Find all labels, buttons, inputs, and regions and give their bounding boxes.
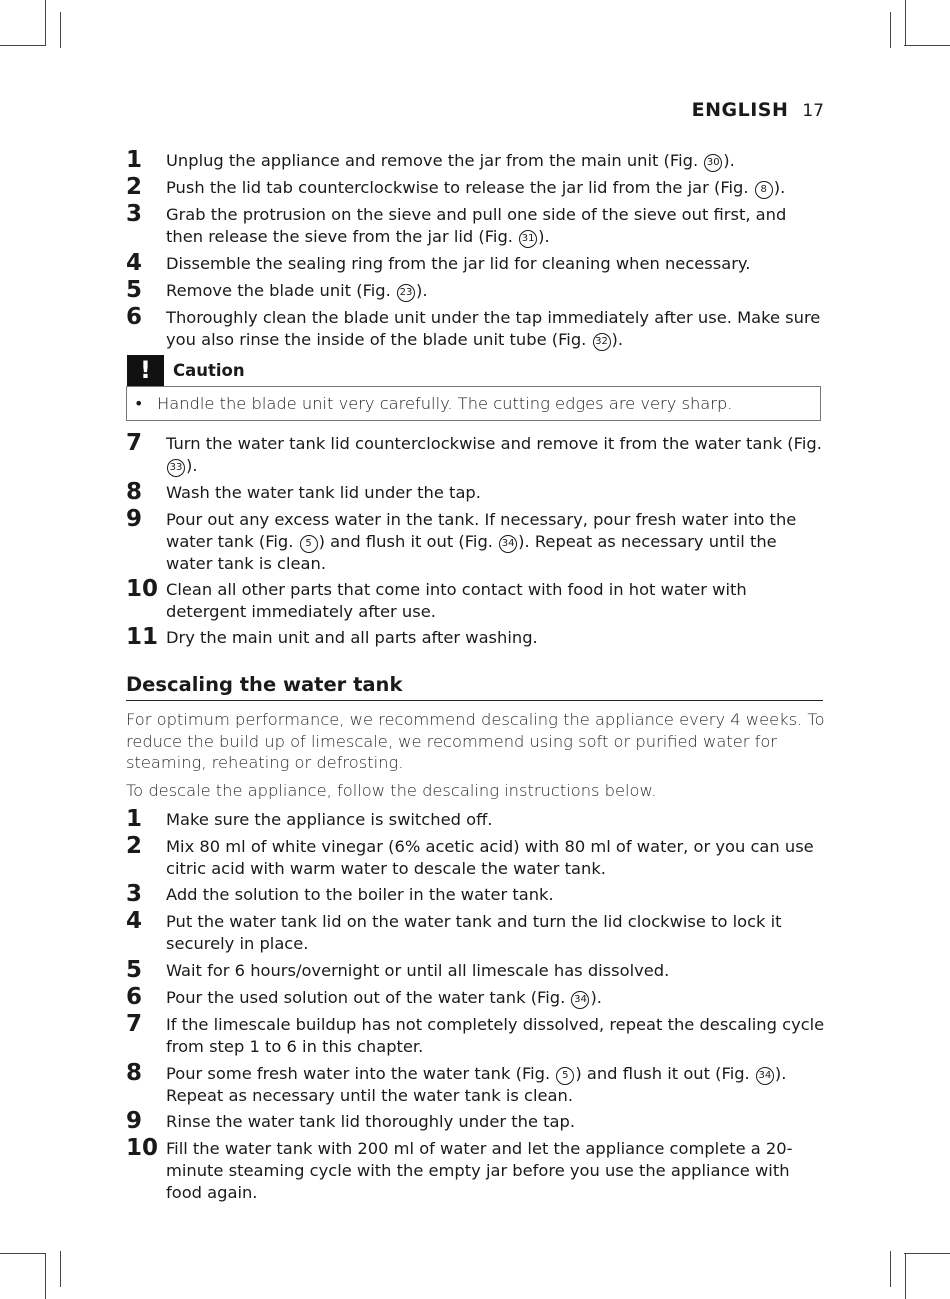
step-text-segment: Pour some fresh water into the water tank (Fig. (166, 1064, 556, 1083)
step-item (126, 149, 826, 172)
step-text-segment: ) and flush it out (Fig. (575, 1064, 755, 1083)
step-item (126, 1110, 826, 1133)
step-text-segment: Clean all other parts that come into contact with food in hot water with detergent immediately after use. (166, 580, 747, 621)
step-text (166, 579, 826, 623)
step-number: 4 (126, 908, 143, 934)
step-text-segment: ). (773, 178, 786, 197)
step-number: 9 (126, 506, 143, 532)
step-text-segment: Rinse the water tank lid thoroughly under the tap. (166, 1112, 576, 1131)
step-text (166, 884, 554, 906)
step-number: 3 (126, 201, 143, 227)
step-number: 10 (126, 576, 159, 602)
step-text (166, 177, 785, 199)
figure-reference: 34 (499, 535, 517, 553)
page-header (692, 99, 824, 121)
step-item (126, 481, 826, 504)
step-text-segment: ). (186, 456, 198, 475)
step-text-segment: ) and flush it out (Fig. (318, 532, 499, 551)
step-text (166, 433, 826, 477)
step-number: 5 (126, 277, 143, 303)
step-number: 6 (126, 984, 143, 1010)
step-item (126, 959, 826, 982)
step-text (166, 627, 538, 649)
step-text-segment: Push the lid tab counterclockwise to release the jar lid from the jar (Fig. (166, 178, 754, 197)
step-item (126, 279, 826, 302)
crop-mark (890, 1251, 891, 1287)
figure-reference: 34 (756, 1067, 774, 1085)
step-item (126, 1137, 826, 1204)
step-text-segment: Mix 80 ml of white vinegar (6% acetic acid) with 80 ml of water, or you can use citric acid with warm water to descale the water tank. (166, 837, 814, 878)
step-text (166, 960, 669, 982)
crop-mark (904, 45, 950, 46)
step-text-segment: If the limescale buildup has not completely dissolved, repeat the descaling cycle from step 1 to 6 in this chapter. (166, 1015, 825, 1056)
step-number: 1 (126, 806, 143, 832)
step-text (166, 836, 826, 880)
instructions-paragraph: To descale the appliance, follow the descaling instructions below. (126, 781, 657, 800)
step-item (126, 910, 826, 955)
step-number: 8 (126, 1060, 143, 1086)
step-text (166, 204, 826, 248)
step-text-segment: Wait for 6 hours/overnight or until all limescale has dissolved. (166, 961, 670, 980)
step-item (126, 306, 826, 351)
crop-mark (904, 1253, 950, 1254)
step-number: 9 (126, 1108, 143, 1134)
step-text-segment: Turn the water tank lid counterclockwise and remove it from the water tank (Fig. (166, 434, 822, 453)
figure-reference: 32 (593, 333, 611, 351)
step-text-segment: Grab the protrusion on the sieve and pull one side of the sieve out first, and then release the sieve from the jar lid (Fig. (166, 205, 787, 246)
step-item (126, 626, 826, 649)
step-item (126, 1013, 826, 1058)
crop-mark (890, 12, 891, 48)
step-item (126, 176, 826, 199)
figure-reference: 23 (397, 284, 415, 302)
step-text (166, 1014, 826, 1058)
section-title: Descaling the water tank (126, 673, 823, 701)
language-label: ENGLISH (691, 99, 789, 121)
step-text-segment: ). Repeat as necessary until the water tank is clean. (166, 1064, 787, 1105)
step-number: 10 (126, 1135, 159, 1161)
figure-reference: 5 (556, 1067, 574, 1085)
step-item (126, 808, 826, 831)
step-text (166, 253, 750, 275)
step-text (166, 307, 826, 351)
figure-reference: 5 (300, 535, 318, 553)
step-number: 2 (126, 174, 143, 200)
step-text-segment: Dissemble the sealing ring from the jar lid for cleaning when necessary. (166, 254, 751, 273)
caution-text: Handle the blade unit very carefully. The cutting edges are very sharp. (157, 394, 733, 413)
step-text-segment: Add the solution to the boiler in the water tank. (166, 885, 554, 904)
step-number: 8 (126, 479, 143, 505)
crop-mark (905, 0, 906, 45)
step-item (126, 252, 826, 275)
step-text (166, 809, 492, 831)
figure-reference: 31 (519, 230, 537, 248)
step-item (126, 986, 826, 1009)
figure-reference: 33 (167, 459, 185, 477)
warning-icon: ! (127, 355, 164, 386)
step-item (126, 432, 826, 477)
figure-reference: 8 (755, 181, 773, 199)
step-number: 1 (126, 147, 143, 173)
step-text-segment: ). (415, 281, 428, 300)
step-number: 7 (126, 1011, 143, 1037)
step-text (166, 150, 735, 172)
step-text-segment: Fill the water tank with 200 ml of water and let the appliance complete a 20-minute steaming cycle with the empty jar before you use the appliance with food again. (166, 1139, 793, 1202)
step-text-segment: Pour out any excess water in the tank. If necessary, pour fresh water into the water tank (Fig. (166, 510, 797, 551)
crop-mark (0, 45, 46, 46)
step-item (126, 835, 826, 880)
step-text-segment: Dry the main unit and all parts after washing. (166, 628, 538, 647)
step-text-segment: Wash the water tank lid under the tap. (166, 483, 481, 502)
figure-reference: 34 (571, 991, 589, 1009)
step-text-segment: Thoroughly clean the blade unit under the tap immediately after use. Make sure you also rinse the inside of the blade unit tube (Fig. (166, 308, 821, 349)
step-number: 5 (126, 957, 143, 983)
step-number: 4 (126, 250, 143, 276)
step-text (166, 280, 428, 302)
step-text-segment: Remove the blade unit (Fig. (166, 281, 396, 300)
step-number: 3 (126, 881, 143, 907)
step-text (166, 1063, 826, 1107)
step-number: 7 (126, 430, 143, 456)
step-item (126, 1062, 826, 1107)
crop-mark (905, 1254, 906, 1299)
step-text-segment: ). (538, 227, 550, 246)
caution-box (126, 386, 821, 421)
page-number: 17 (802, 101, 824, 121)
caution-title: Caution (173, 361, 245, 380)
step-number: 2 (126, 833, 143, 859)
bullet-icon: • (134, 394, 144, 413)
intro-paragraph: For optimum performance, we recommend descaling the appliance every 4 weeks. To reduce the build up of limescale, we recommend using soft or purified water for steaming, reheating or defrosting. (126, 710, 825, 772)
step-item (126, 508, 826, 575)
step-text (166, 911, 826, 955)
crop-mark (60, 12, 61, 48)
crop-mark (45, 0, 46, 45)
step-text-segment: Pour the used solution out of the water tank (Fig. (166, 988, 571, 1007)
step-text-segment: Put the water tank lid on the water tank and turn the lid clockwise to lock it securely in place. (166, 912, 782, 953)
step-text-segment: ). (723, 151, 735, 170)
step-text-segment: ). Repeat as necessary until the water tank is clean. (166, 532, 777, 573)
step-item (126, 883, 826, 906)
caution-header (127, 355, 245, 386)
figure-reference: 30 (704, 154, 722, 172)
step-text (166, 509, 826, 575)
crop-mark (0, 1253, 46, 1254)
crop-mark (60, 1251, 61, 1287)
crop-mark (45, 1254, 46, 1299)
step-text (166, 482, 481, 504)
step-item (126, 203, 826, 248)
step-text-segment: Unplug the appliance and remove the jar from the main unit (Fig. (166, 151, 704, 170)
step-text (166, 1138, 826, 1204)
step-text-segment: ). (590, 988, 602, 1007)
step-text (166, 1111, 575, 1133)
step-number: 6 (126, 304, 143, 330)
step-item (126, 578, 826, 623)
step-text-segment: ). (611, 330, 624, 349)
step-text (166, 987, 602, 1009)
step-text-segment: Make sure the appliance is switched off. (166, 810, 493, 829)
step-number: 11 (126, 624, 159, 650)
